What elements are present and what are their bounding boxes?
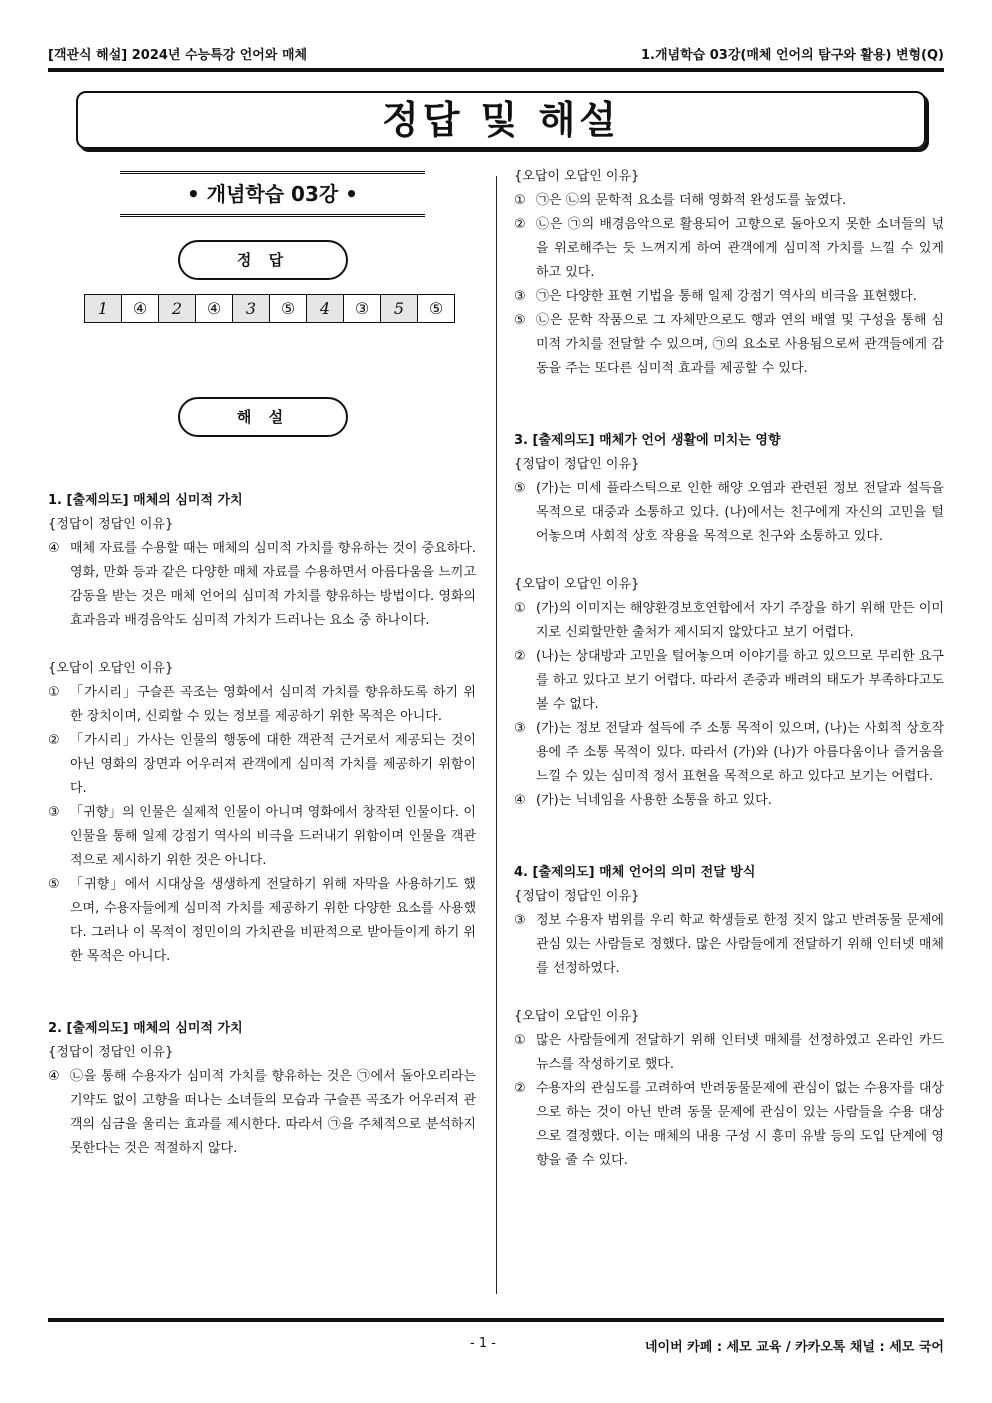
choice-marker: ②: [48, 733, 60, 748]
explanation-item: [514, 1077, 944, 1173]
choice-marker: ④: [48, 541, 60, 556]
spacer: [48, 993, 476, 1017]
explanation-item: [514, 645, 944, 717]
explanation-text: (가)의 이미지는 해양환경보호연합에서 자기 주장을 하기 위해 만든 이미지로 신뢰할만한 출처가 제시되지 않았다고 보기 어렵다.: [536, 601, 944, 640]
explanation-item: [48, 537, 476, 633]
explanation-text: (가)는 정보 전달과 설득에 주 소통 목적이 있으며, (나)는 사회적 상호작용에 주 소통 목적이 있다. 따라서 (가)와 (나)가 아름다움이나 즐거움을 느낄 수 있는 심미적 정서 표현을 목적으로 하고 있다고 보기는 어렵다.: [536, 721, 944, 784]
choice-marker: ③: [48, 805, 60, 820]
explanation-text: ㉠은 다양한 표현 기법을 통해 일제 강점기 역사의 비극을 표현했다.: [536, 289, 917, 304]
spacer: [514, 981, 944, 1005]
answers-label: 정 답: [178, 240, 348, 280]
answer-choice: ④: [122, 295, 159, 323]
explanation-text: (나)는 상대방과 고민을 털어놓으며 이야기를 하고 있으므로 무리한 요구를 하고 있다고 보기 어렵다. 따라서 존중과 배려의 태도가 부족하다고도 볼 수 없다.: [536, 649, 944, 712]
choice-marker: ③: [514, 913, 526, 928]
question-heading: 2. [출제의도] 매체의 심미적 가치: [48, 1021, 243, 1036]
choice-marker: ①: [48, 685, 60, 700]
choice-marker: ②: [514, 649, 526, 664]
answer-choice: ⑤: [270, 295, 307, 323]
explanation-text: 수용자의 관심도를 고려하여 반려동물문제에 관심이 없는 수용자를 대상으로 하는 것이 아닌 반려 동물 문제에 관심이 있는 사람들을 수용 대상으로 결정했다. 이는 매체의 내용 구성 시 흥미 유발 등의 도입 단계에 영향을 줄 수 있다.: [536, 1081, 944, 1168]
header-rule: [48, 68, 944, 72]
spacer: [48, 969, 476, 993]
explanation-text: 매체 자료를 수용할 때는 매체의 심미적 가치를 향유하는 것이 중요하다. 영화, 만화 등과 같은 다양한 매체 자료를 수용하면서 아름다움을 느끼고 감동을 받는 것은 매체 언어의 심미적 가치를 향유하는 방법이다. 영화의 효과음과 배경음악도 심미적 가치가 드러나는 요소 중 하나이다.: [70, 541, 476, 628]
left-column: [48, 489, 476, 1161]
spacer: [514, 405, 944, 429]
choice-marker: ③: [514, 721, 526, 736]
header-left: [객관식 해설] 2024년 수능특강 언어와 매체: [48, 48, 308, 63]
explanation-text: ㉡은 문학 작품으로 그 자체만으로도 행과 연의 배열 및 구성을 통해 심미적 가치를 전달할 수 있으며, ㉠의 요소로 사용됨으로써 관객들에게 감동을 주는 또다른 심미적 효과를 제공할 수 있다.: [536, 313, 944, 376]
choice-marker: ⑤: [514, 313, 526, 328]
right-column: [514, 165, 944, 1173]
footer-channel: 네이버 카페 : 세모 교육 / 카카오톡 채널 : 세모 국어: [644, 1340, 944, 1355]
explanation-item: [48, 873, 476, 969]
choice-marker: ③: [514, 289, 526, 304]
explanation-text: 많은 사람들에게 전달하기 위해 인터넷 매체를 선정하였고 온라인 카드 뉴스를 작성하기로 했다.: [536, 1033, 944, 1072]
explanation-item: [514, 597, 944, 645]
question-number: 1: [85, 295, 122, 323]
answer-table: [84, 294, 455, 323]
page-number: - 1 -: [470, 1336, 496, 1351]
spacer: [514, 549, 944, 573]
spacer: [514, 381, 944, 405]
explanation-text: 「귀향」에서 시대상을 생생하게 전달하기 위해 자막을 사용하기도 했으며, 수용자들에게 심미적 가치를 제공하기 위한 다양한 요소를 사용했다. 그러나 이 목적이 정민이의 가치관을 비판적으로 받아들이게 하기 위한 목적은 아니다.: [70, 877, 476, 964]
question-number: 2: [159, 295, 196, 323]
explanation-item: [514, 309, 944, 381]
spacer: [514, 813, 944, 837]
question-heading: 1. [출제의도] 매체의 심미적 가치: [48, 493, 243, 508]
footer-rule: [48, 1318, 944, 1322]
explanation-item: [514, 909, 944, 981]
explanation-item: [514, 213, 944, 285]
explanation-text: (가)는 미세 플라스틱으로 인한 해양 오염과 관련된 정보 전달과 설득을 목적으로 대중과 소통하고 있다. (나)에서는 친구에게 자신의 고민을 털어놓으며 사회적 상호 작용을 목적으로 친구와 소통하고 있다.: [536, 481, 944, 544]
explanation-text: 「귀향」의 인물은 실제적 인물이 아니며 영화에서 창작된 인물이다. 이 인물을 통해 일제 강점기 역사의 비극을 드러내기 위함이며 인물을 객관적으로 제시하기 위한 것은 아니다.: [70, 805, 476, 868]
explanation-text: ㉡은 ㉠의 배경음악으로 활용되어 고향으로 돌아오지 못한 소녀들의 넋을 위로해주는 듯 느껴지게 하여 관객에게 심미적 가치를 느낄 수 있게 하고 있다.: [536, 217, 944, 280]
choice-marker: ①: [514, 193, 526, 208]
explanation-text: 「가시리」가사는 인물의 행동에 대한 객관적 근거로서 제공되는 것이 아닌 영화의 장면과 어우러져 관객에게 심미적 가치를 제공하기 위함이다.: [70, 733, 476, 796]
explanation-item: [514, 285, 944, 309]
section-label: {오답이 오답인 이유}: [514, 1009, 640, 1024]
explanation-text: ㉠은 ㉡의 문학적 요소를 더해 영화적 완성도를 높였다.: [536, 193, 847, 208]
explanation-text: ㉡을 통해 수용자가 심미적 가치를 향유하는 것은 ㉠에서 돌아오리라는 기약도 없이 고향을 떠나는 소녀들의 모습과 구슬픈 곡조가 어우러져 관객의 심금을 울리는 효과를 제시한다. 따라서 ㉠을 주체적으로 분석하지 못한다는 것은 적절하지 않다.: [70, 1069, 476, 1156]
column-divider: [496, 176, 497, 1294]
choice-marker: ④: [514, 793, 526, 808]
section-label: {오답이 오답인 이유}: [48, 661, 174, 676]
answer-choice: ④: [196, 295, 233, 323]
lesson-label: • 개념학습 03강 •: [120, 171, 425, 217]
question-heading: 3. [출제의도] 매체가 언어 생활에 미치는 영향: [514, 433, 781, 448]
explanation-text: 정보 수용자 범위를 우리 학교 학생들로 한정 짓지 않고 반려동물 문제에 관심 있는 사람들로 정했다. 많은 사람들에게 전달하기 위해 인터넷 매체를 선정하였다.: [536, 913, 944, 976]
explanation-item: [48, 681, 476, 729]
choice-marker: ⑤: [48, 877, 60, 892]
question-heading: 4. [출제의도] 매체 언어의 의미 전달 방식: [514, 865, 756, 880]
section-label: {오답이 오답인 이유}: [514, 577, 640, 592]
explanation-item: [48, 1065, 476, 1161]
page-title: 정답 및 해설: [76, 91, 926, 149]
question-number: 5: [381, 295, 418, 323]
question-number: 3: [233, 295, 270, 323]
section-label: {오답이 오답인 이유}: [514, 169, 640, 184]
explanation-text: (가)는 닉네임을 사용한 소통을 하고 있다.: [536, 793, 772, 808]
section-label: {정답이 정답인 이유}: [514, 889, 640, 904]
section-label: {정답이 정답인 이유}: [48, 1045, 174, 1060]
choice-marker: ②: [514, 1081, 526, 1096]
answer-choice: ⑤: [418, 295, 455, 323]
choice-marker: ④: [48, 1069, 60, 1084]
explanation-item: [48, 801, 476, 873]
explanation-item: [514, 717, 944, 789]
explanation-item: [514, 1029, 944, 1077]
section-label: {정답이 정답인 이유}: [48, 517, 174, 532]
spacer: [48, 633, 476, 657]
explanation-text: 「가시리」구슬픈 곡조는 영화에서 심미적 가치를 향유하도록 하기 위한 장치이며, 신뢰할 수 있는 정보를 제공하기 위한 목적은 아니다.: [70, 685, 476, 724]
explanation-item: [48, 729, 476, 801]
spacer: [514, 837, 944, 861]
choice-marker: ①: [514, 601, 526, 616]
explanation-item: [514, 477, 944, 549]
choice-marker: ②: [514, 217, 526, 232]
choice-marker: ⑤: [514, 481, 526, 496]
answer-choice: ③: [344, 295, 381, 323]
explanation-item: [514, 789, 944, 813]
question-number: 4: [307, 295, 344, 323]
choice-marker: ①: [514, 1033, 526, 1048]
section-label: {정답이 정답인 이유}: [514, 457, 640, 472]
header-right: 1.개념학습 03강(매체 언어의 탐구와 활용) 변형(Q): [640, 48, 944, 63]
explanation-label: 해 설: [178, 397, 348, 437]
explanation-item: [514, 189, 944, 213]
